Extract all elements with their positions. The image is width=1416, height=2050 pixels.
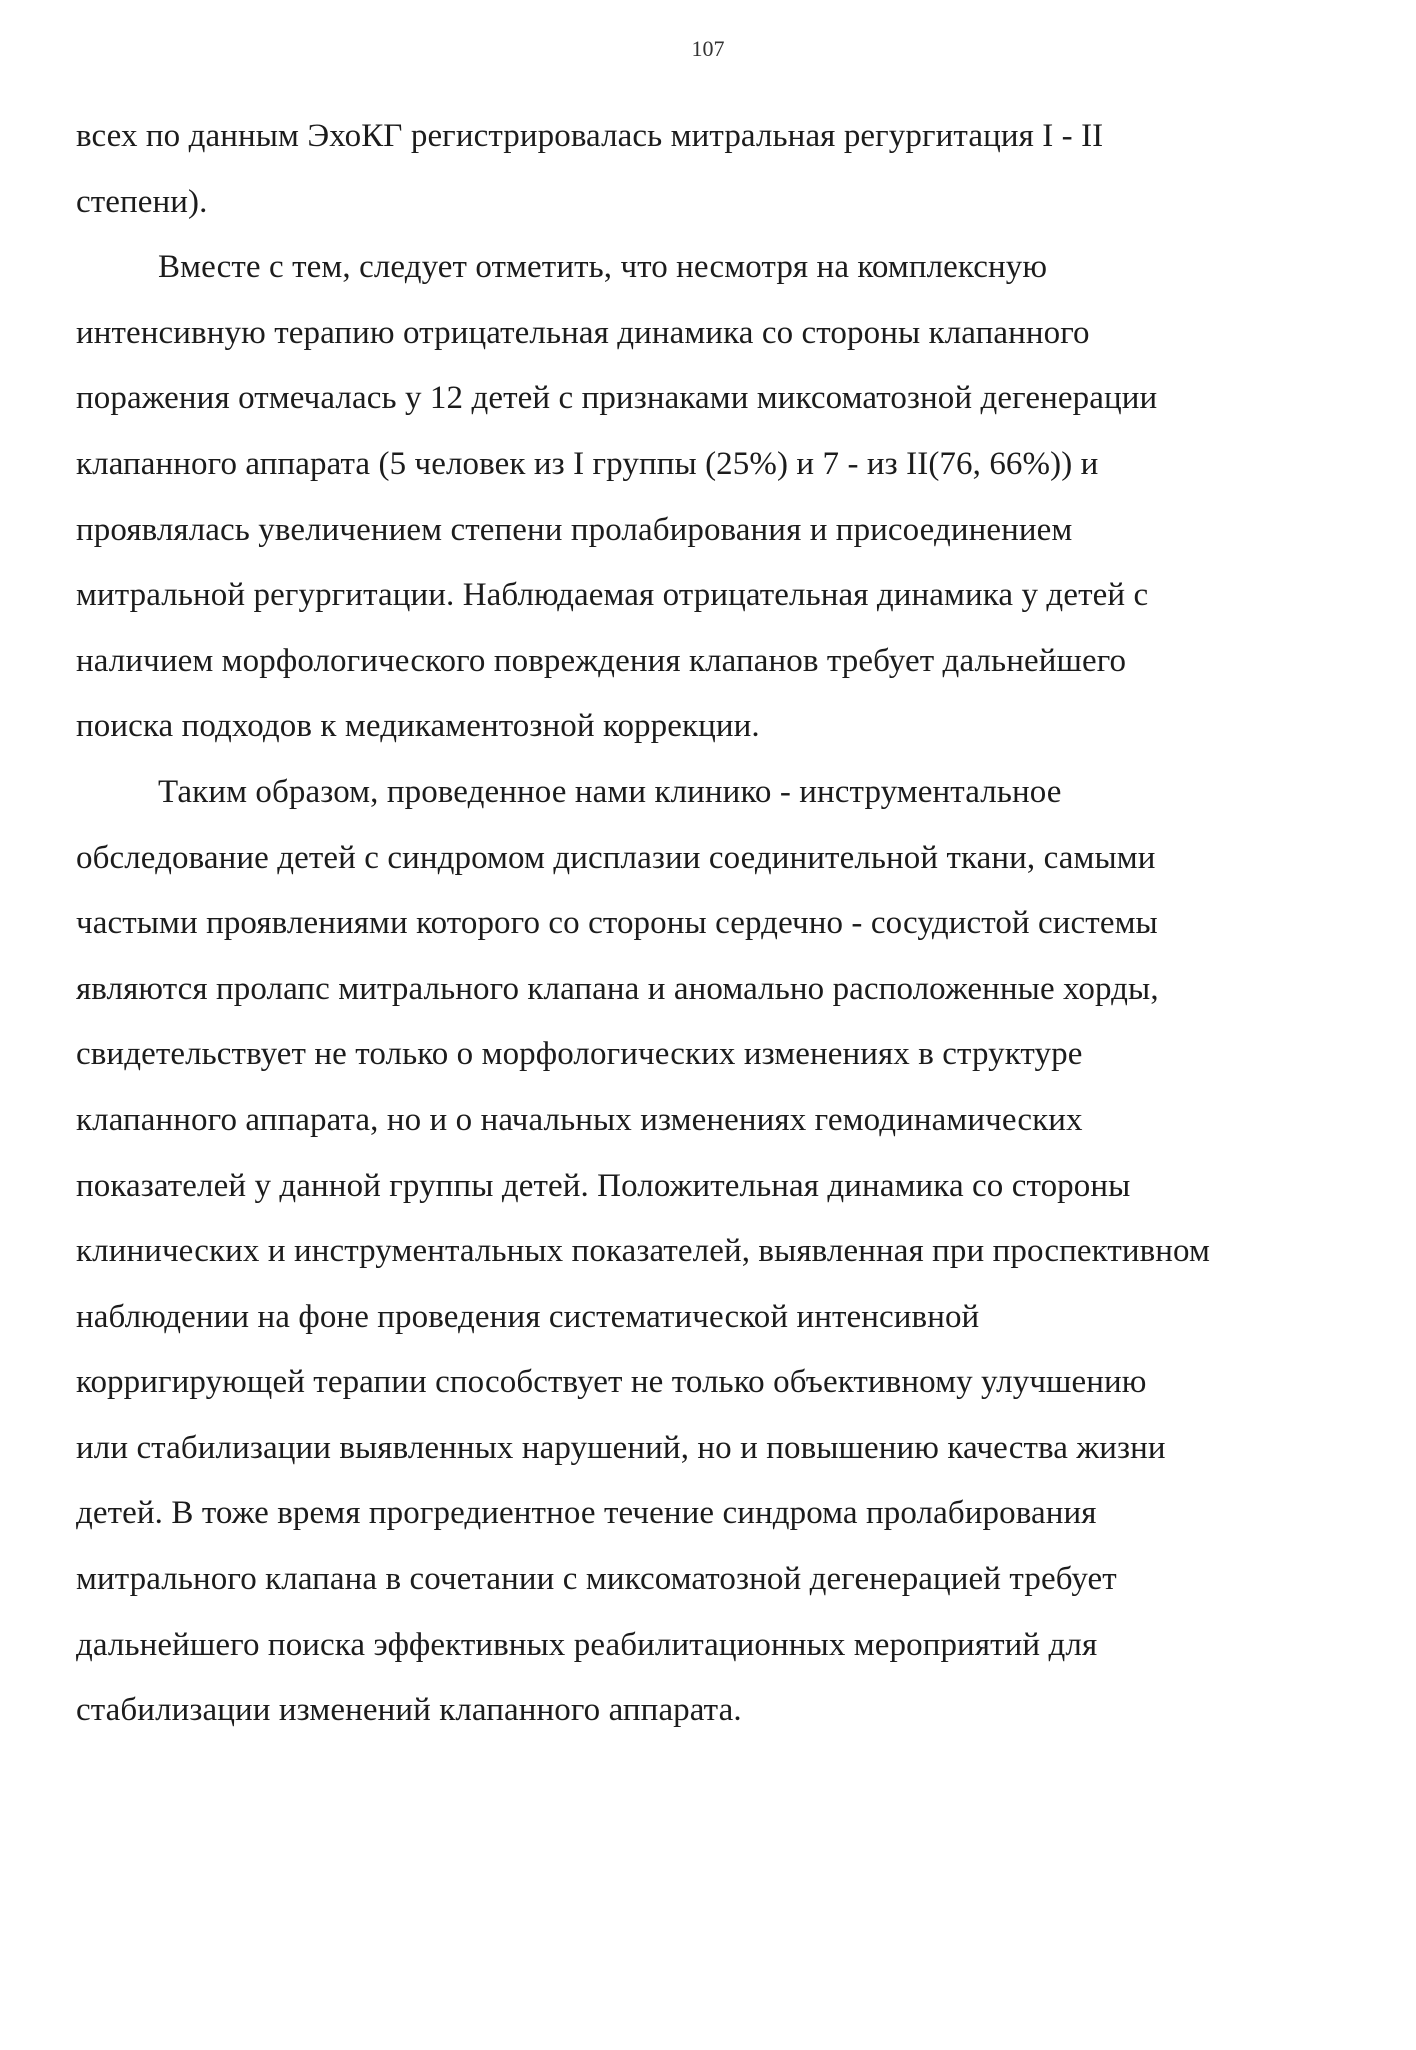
text-line: наблюдении на фоне проведения систематической интенсивной [76, 1298, 980, 1335]
text-line: поражения отмечалась у 12 детей с признаками миксоматозной дегенерации [76, 380, 1158, 417]
text-line: клапанного аппарата (5 человек из I группы (25%) и 7 - из II(76, 66%)) и [76, 445, 1099, 482]
text-line: митральной регургитации. Наблюдаемая отрицательная динамика у детей с [76, 577, 1149, 614]
text-line: частыми проявлениями которого со стороны сердечно - сосудистой системы [76, 905, 1158, 942]
text-line: клапанного аппарата, но и о начальных изменениях гемодинамических [76, 1101, 1083, 1138]
text-line: Вместе с тем, следует отметить, что несмотря на комплексную [158, 249, 1048, 286]
text-line: корригирующей терапии способствует не только объективному улучшению [76, 1364, 1147, 1401]
text-line: показателей у данной группы детей. Положительная динамика со стороны [76, 1167, 1131, 1204]
text-line: всех по данным ЭхоКГ регистрировалась митральная регургитация I - II [76, 118, 1104, 154]
text-line: являются пролапс митрального клапана и аномально расположенные хорды, [76, 970, 1159, 1007]
text-line: интенсивную терапию отрицательная динамика со стороны клапанного [76, 314, 1090, 351]
text-line: клинических и инструментальных показателей, выявленная при проспективном [76, 1233, 1211, 1270]
text-line: степени). [76, 183, 208, 220]
text-line: детей. В тоже время прогредиентное течение синдрома пролабирования [76, 1495, 1097, 1532]
text-line: проявлялась увеличением степени пролабирования и присоединением [76, 511, 1073, 548]
page-number: 107 [691, 36, 725, 61]
text-line: митрального клапана в сочетании с миксоматозной дегенерацией требует [76, 1561, 1117, 1598]
text-line: Таким образом, проведенное нами клинико - инструментальное [158, 773, 1062, 810]
text-line: наличием морфологического повреждения клапанов требует дальнейшего [76, 642, 1127, 679]
text-line: стабилизации изменений клапанного аппарата. [76, 1692, 742, 1729]
text-line: поиска подходов к медикаментозной коррекции. [76, 708, 760, 745]
text-line: или стабилизации выявленных нарушений, но и повышению качества жизни [76, 1429, 1166, 1466]
text-line: обследование детей с синдромом дисплазии соединительной ткани, самыми [76, 839, 1156, 876]
text-line: дальнейшего поиска эффективных реабилитационных мероприятий для [76, 1626, 1098, 1663]
text-line: свидетельствует не только о морфологических изменениях в структуре [76, 1036, 1083, 1073]
document-body [76, 104, 1366, 1744]
